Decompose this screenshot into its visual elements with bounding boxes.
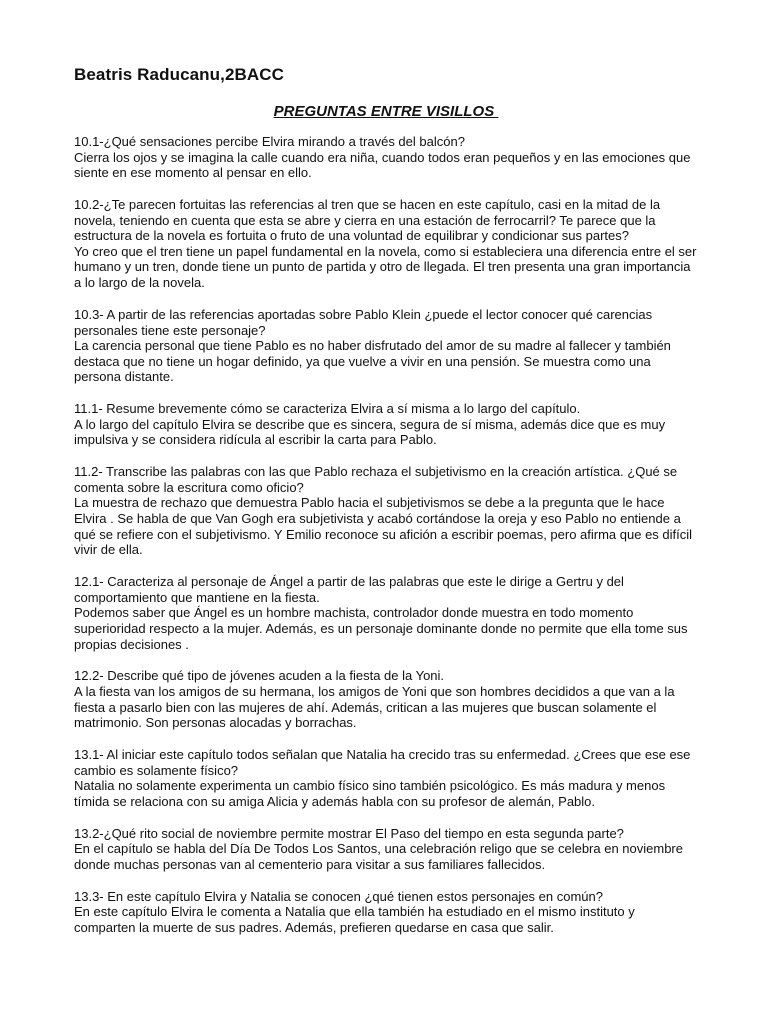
question-text: 10.2-¿Te parecen fortuitas las referencias al tren que se hacen en este capítulo, casi en la mitad de la novela, teniendo en cuenta que esta se abre y cierra en una estación de ferrocarril? Te parece que la estructura de la novela es fortuita o fruto de una voluntad de equilibrar y condicionar sus partes? [74, 197, 661, 244]
question-text: 13.3- En este capítulo Elvira y Natalia se conocen ¿qué tienen estos personajes en común? [74, 888, 603, 904]
answer-text: En este capítulo Elvira le comenta a Natalia que ella también ha estudiado en el mismo instituto y comparten la muerte de sus padres. Además, prefieren quedarse en casa que salir. [74, 904, 635, 936]
answer-text: Yo creo que el tren tiene un papel fundamental en la novela, como si estableciera una diferencia entre el ser humano y un tren, donde tiene un punto de partida y otro de llegada. El tren presenta una gran importancia a lo largo de la novela. [74, 243, 697, 291]
qa-item [74, 747, 698, 809]
answer-text: La muestra de rechazo que demuestra Pablo hacia el subjetivismos se debe a la pregunta que le hace Elvira . Se habla de que Van Gogh era subjetivista y acabó cortándose la oreja y eso Pablo no entiende a qué se refiere con el subjetivismo. Y Emilio reconoce su afición a escribir poemas, pero afirma que es difícil vivir de ella. [74, 495, 693, 558]
answer-text: Cierra los ojos y se imagina la calle cuando era niña, cuando todos eran pequeños y en las emociones que siente en ese momento al pensar en ello. [74, 149, 691, 181]
answer-text: A la fiesta van los amigos de su hermana, los amigos de Yoni que son hombres decididos a que van a la fiesta a pasarlo bien con las mujeres de ahí. Además, critican a las mujeres que buscan solamente el matrimonio. Son personas alocadas y borrachas. [74, 684, 675, 731]
question-text: 11.2- Transcribe las palabras con las que Pablo rechaza el subjetivismo en la creación artística. ¿Qué se comenta sobre la escritura como oficio? [74, 464, 678, 495]
question-text: 12.1- Caracteriza al personaje de Ángel a partir de las palabras que este le dirige a Gertru y del comportamiento que mantiene en la fiesta. [74, 574, 624, 605]
question-text: 10.3- A partir de las referencias aportadas sobre Pablo Klein ¿puede el lector conocer qué carencias personales tiene este personaje? [74, 306, 653, 338]
document-title: PREGUNTAS ENTRE VISILLOS [273, 103, 499, 120]
answer-text: Podemos saber que Ángel es un hombre machista, controlador donde muestra en todo momento superioridad respecto a la mujer. Además, es un personaje dominante donde no permite que ella tome sus propias decisiones . [74, 605, 688, 652]
question-text: 13.2-¿Qué rito social de noviembre permite mostrar El Paso del tiempo en esta segunda parte? [74, 825, 624, 841]
qa-item [74, 134, 698, 181]
question-text: 12.2- Describe qué tipo de jóvenes acuden a la fiesta de la Yoni. [74, 668, 445, 684]
qa-item [74, 889, 698, 936]
document-page [74, 64, 698, 952]
qa-item [74, 401, 698, 448]
answer-text: La carencia personal que tiene Pablo es no haber disfrutado del amor de su madre al fallecer y también destaca que no tiene un hogar definido, ya que vuelve a vivir en una pensión. Se muestra como una persona distante. [74, 338, 671, 385]
qa-item [74, 464, 698, 558]
qa-item [74, 668, 698, 730]
qa-item [74, 826, 698, 873]
question-text: 10.1-¿Qué sensaciones percibe Elvira mirando a través del balcón? [74, 134, 465, 149]
answer-text: Natalia no solamente experimenta un cambio físico sino también psicológico. Es más madura y menos tímida se relaciona con su amiga Alicia y además habla con su profesor de alemán, Pablo. [74, 778, 666, 809]
qa-item [74, 197, 698, 291]
answer-text: En el capítulo se habla del Día De Todos Los Santos, una celebración religo que se celebra en noviembre donde muchas personas van al cementerio para visitar a sus familiares fallecidos. [74, 841, 683, 872]
question-text: 11.1- Resume brevemente cómo se caracteriza Elvira a sí misma a lo largo del capítulo. [74, 401, 581, 417]
answer-text: A lo largo del capítulo Elvira se describe que es sincera, segura de sí misma, además dice que es muy impulsiva y se considera ridícula al escribir la carta para Pablo. [74, 416, 666, 448]
qa-item [74, 307, 698, 385]
author-name: Beatris Raducanu,2BACC [74, 65, 285, 84]
qa-item [74, 574, 698, 652]
question-text: 13.1- Al iniciar este capítulo todos señalan que Natalia ha crecido tras su enfermedad. ¿Crees que ese ese cambio es solamente físico? [74, 747, 691, 778]
